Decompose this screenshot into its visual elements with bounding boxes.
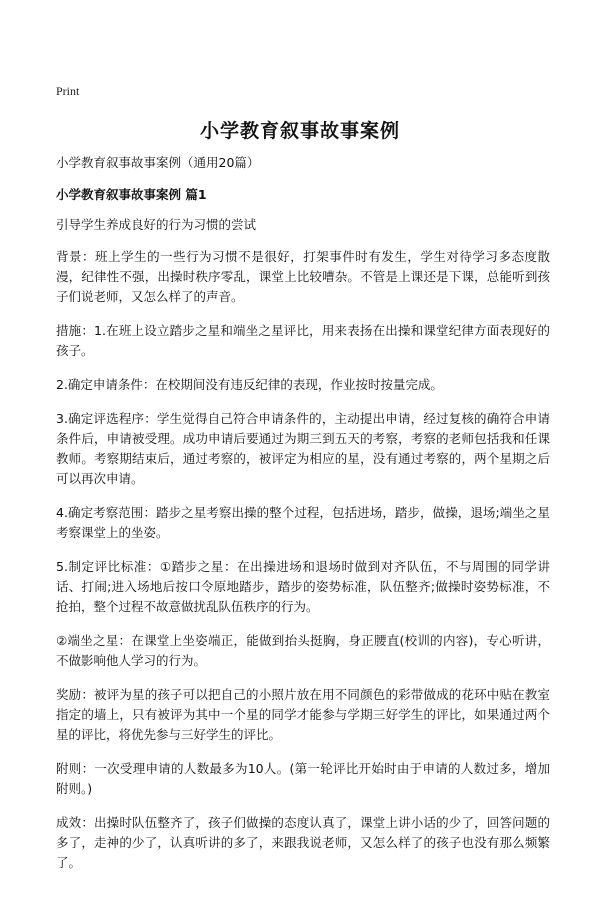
- paragraph-inspection-scope: 4.确定考察范围：踏步之星考察出操的整个过程，包括进场，踏步，做操，退场;端坐之星考察课堂上的坐姿。: [56, 505, 550, 540]
- paragraph-sitting-star: ②端坐之星：在课堂上坐姿端正，能做到抬头挺胸，身正腰直(校训的内容)，专心听讲，不做影响他人学习的行为。: [56, 633, 550, 668]
- article-body: [56, 153, 550, 887]
- paragraph-background: 背景：班上学生的一些行为习惯不是很好，打架事件时有发生，学生对待学习多态度散漫，纪律性不强，出操时秩序零乱，课堂上比较嘈杂。不管是上课还是下课，总能听到孩子们说老师，又怎么样了的声音。: [56, 249, 550, 304]
- print-link[interactable]: Print: [56, 84, 80, 98]
- page-title: 小学教育叙事故事案例: [199, 120, 400, 142]
- paragraph-selection-procedure: 3.确定评选程序：学生觉得自己符合申请条件的，主动提出申请，经过复核的确符合申请条件后，申请被受理。成功申请后要通过为期三到五天的考察，考察的老师包括我和任课教师。考察期结束后，通过考察的，被评定为相应的星，没有通过考察的，两个星期之后可以再次申请。: [56, 411, 550, 486]
- paragraph-application-conditions: 2.确定申请条件：在校期间没有违反纪律的表现，作业按时按量完成。: [56, 377, 443, 392]
- article-intro: 引导学生养成良好的行为习惯的尝试: [56, 217, 257, 232]
- paragraph-supplementary-rule: 附则：一次受理申请的人数最多为10人。(第一轮评比开始时由于申请的人数过多，增加附则。): [56, 761, 550, 796]
- paragraph-results: 成效：出操时队伍整齐了，孩子们做操的态度认真了，课堂上讲小话的少了，回答问题的多了，走神的少了，认真听讲的多了，来跟我说老师，又怎么样了的孩子也没有那么频繁了。: [56, 815, 550, 870]
- paragraph-reward: 奖励：被评为星的孩子可以把自己的小照片放在用不同颜色的彩带做成的花环中贴在教室指定的墙上，只有被评为其中一个星的同学才能参与学期三好学生的评比，如果通过两个星的评比，将优先参与三好学生的评比。: [56, 687, 550, 742]
- section-heading: 小学教育叙事故事案例 篇1: [56, 187, 207, 202]
- paragraph-evaluation-standard: 5.制定评比标准：①踏步之星：在出操进场和退场时做到对齐队伍，不与周围的同学讲话、打闹;进入场地后按口令原地踏步，踏步的姿势标准，队伍整齐;做操时姿势标准，不抢拍，整个过程不故意做扰乱队伍秩序的行为。: [56, 559, 550, 614]
- article-subtitle: 小学教育叙事故事案例（通用20篇）: [56, 155, 260, 170]
- paragraph-measures: 措施：1.在班上设立踏步之星和端坐之星评比，用来表扬在出操和课堂纪律方面表现好的孩子。: [56, 323, 550, 358]
